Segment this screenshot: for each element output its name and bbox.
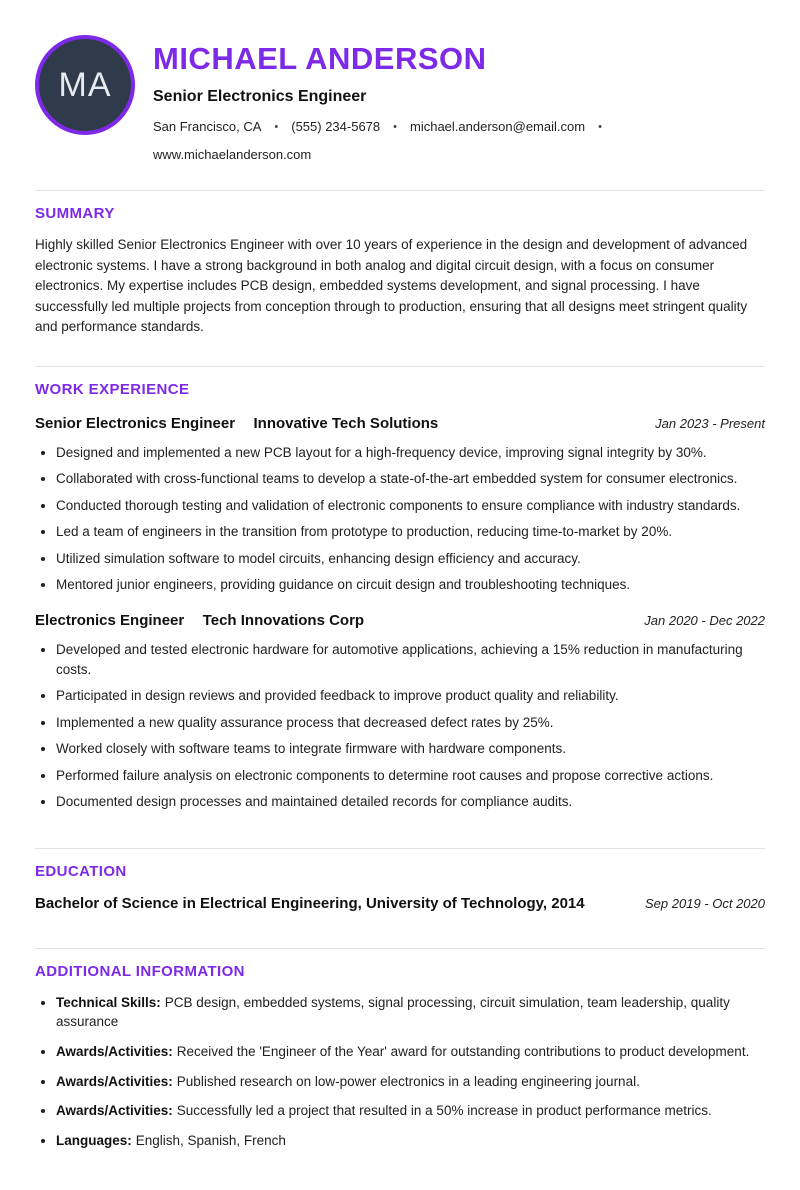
info-text: Received the 'Engineer of the Year' award for outstanding contributions to product development. (176, 1044, 750, 1060)
job-bullet: • Collaborated with cross-functional teams to develop a state-of-the-art embedded system for consumer electronics. (56, 469, 765, 489)
job-bullet: • Utilized simulation software to model circuits, enhancing design efficiency and accuracy. (56, 549, 765, 569)
additional-info-list (35, 993, 765, 1150)
info-item (56, 1072, 765, 1092)
experience-heading: WORK EXPERIENCE (35, 380, 190, 398)
contact-phone: (555) 234-5678 (291, 119, 381, 134)
job-header (35, 415, 765, 433)
info-text: Published research on low-power electronics in a leading engineering journal. (176, 1073, 640, 1089)
job-dates: Jan 2020 - Dec 2022 (644, 612, 765, 628)
info-label: Awards/Activities: (56, 1103, 173, 1119)
info-text: Successfully led a project that resulted in a 50% increase in product performance metrics. (176, 1103, 712, 1119)
candidate-title: Senior Electronics Engineer (153, 88, 367, 105)
job-bullet-list (35, 640, 765, 812)
job-header (35, 612, 765, 630)
contact-website: www.michaelanderson.com (153, 147, 312, 162)
info-item (56, 1042, 765, 1062)
education-dates: Sep 2019 - Oct 2020 (645, 895, 765, 911)
job-bullet: • Led a team of engineers in the transition from prototype to production, reducing time-to-market by 20%. (56, 522, 765, 542)
bullet-separator: • (393, 120, 397, 133)
job-company: Tech Innovations Corp (202, 611, 365, 629)
job-entry (35, 415, 765, 595)
job-bullet: • Performed failure analysis on electronic components to determine root causes and propose corrective actions. (56, 766, 765, 786)
education-heading: EDUCATION (35, 862, 127, 880)
job-bullet: • Worked closely with software teams to integrate firmware with hardware components. (56, 739, 765, 759)
resume-header (35, 35, 765, 162)
info-text: English, Spanish, French (135, 1132, 286, 1148)
contact-location: San Francisco, CA (153, 119, 262, 134)
summary-heading: SUMMARY (35, 205, 115, 222)
job-bullet-list (35, 443, 765, 595)
summary-text: Highly skilled Senior Electronics Engineer with over 10 years of experience in the design and development of advanced electronic systems. I have a strong background in both analog and digital circuit design, with a focus on consumer electronics. My expertise includes PCB design, embedded systems development, and signal processing. I have successfully led multiple projects from conception through to production, ensuring that all designs meet stringent quality and performance standards. (35, 237, 748, 335)
contact-email: michael.anderson@email.com (410, 119, 586, 134)
bullet-separator: • (598, 120, 602, 133)
contact-line (153, 119, 765, 162)
education-section (35, 848, 765, 912)
job-bullet: • Designed and implemented a new PCB layout for a high-frequency device, improving signal integrity by 30%. (56, 443, 765, 463)
job-bullet: • Developed and tested electronic hardware for automotive applications, achieving a 15% reduction in manufacturing costs. (56, 640, 765, 679)
education-entry (35, 895, 765, 912)
bullet-separator: • (274, 120, 279, 133)
job-bullet: • Implemented a new quality assurance process that decreased defect rates by 25%. (56, 713, 765, 733)
job-bullet: • Conducted thorough testing and validation of electronic components to ensure compliance with industry standards. (56, 496, 765, 516)
info-item (56, 1101, 765, 1121)
info-item (56, 993, 765, 1032)
avatar (35, 35, 135, 135)
info-label: Awards/Activities: (56, 1073, 173, 1089)
job-bullet: • Mentored junior engineers, providing guidance on circuit design and troubleshooting techniques. (56, 575, 765, 595)
job-role: Senior Electronics Engineer (35, 414, 236, 432)
avatar-initials: MA (58, 65, 112, 104)
job-title-group (35, 612, 364, 630)
job-entry (35, 612, 765, 812)
job-title-group (35, 415, 438, 433)
candidate-name: MICHAEL ANDERSON (153, 41, 487, 76)
job-company: Innovative Tech Solutions (253, 414, 439, 432)
info-label: Awards/Activities: (56, 1044, 173, 1060)
additional-info-section (35, 948, 765, 1150)
education-degree: Bachelor of Science in Electrical Engineering, University of Technology, 2014 (35, 894, 585, 912)
info-item (56, 1131, 765, 1151)
job-bullet: • Documented design processes and maintained detailed records for compliance audits. (56, 792, 765, 812)
info-text: PCB design, embedded systems, signal processing, circuit simulation, team leadership, quality assurance (56, 994, 730, 1030)
job-bullet: • Participated in design reviews and provided feedback to improve product quality and reliability. (56, 686, 765, 706)
job-role: Electronics Engineer (35, 611, 185, 629)
info-label: Languages: (56, 1132, 132, 1148)
job-dates: Jan 2023 - Present (655, 415, 765, 431)
experience-section (35, 366, 765, 812)
additional-info-heading: ADDITIONAL INFORMATION (35, 962, 245, 980)
info-label: Technical Skills: (56, 994, 161, 1010)
header-text (153, 35, 765, 162)
summary-section (35, 190, 765, 338)
